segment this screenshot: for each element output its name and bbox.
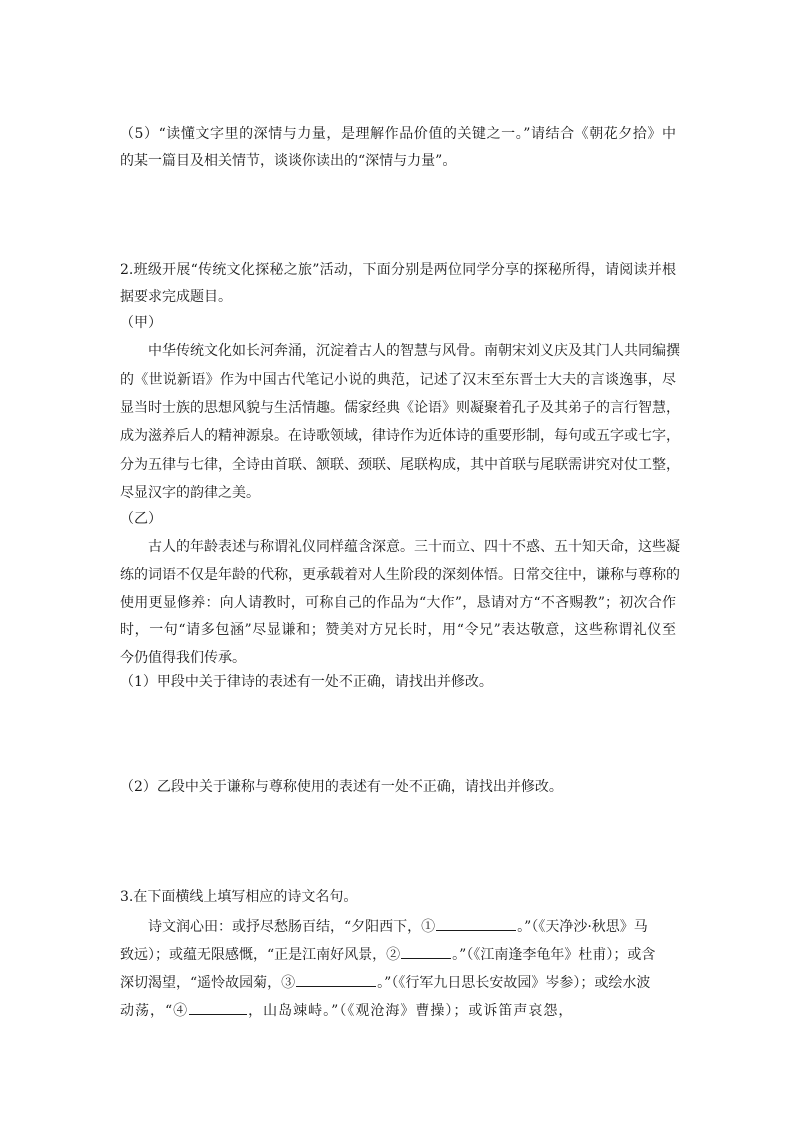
answer-blank-2[interactable] bbox=[401, 943, 451, 959]
q3-line-3-prefix: 深切渴望，“遥怜故园菊，③ bbox=[120, 975, 296, 991]
q3-line-4 bbox=[120, 999, 676, 1021]
q3-stem: 3.在下面横线上填写相应的诗文名句。 bbox=[120, 889, 358, 905]
q2-jia-line: 显当时士族的思想风貌与生活情趣。儒家经典《论语》则凝聚着孔子及其弟子的言行智慧， bbox=[120, 400, 680, 416]
q3-line-2 bbox=[120, 943, 676, 965]
q3-line-1 bbox=[148, 915, 676, 937]
q2-yi-line: 今仍值得我们传承。 bbox=[120, 650, 246, 666]
answer-blank-3[interactable] bbox=[296, 971, 376, 987]
q2-yi-line: 练的词语不仅是年龄的代称，更承载着对人生阶段的深刻体悟。日常交往中，谦称与尊称的 bbox=[120, 567, 680, 583]
q3-line-1-prefix: 诗文润心田：或抒尽愁肠百结，“夕阳西下，① bbox=[148, 919, 436, 935]
q2-jia-line: 成为滋养后人的精神源泉。在诗歌领域，律诗作为近体诗的重要形制，每句或五字或七字， bbox=[120, 428, 680, 444]
q2-yi-line: 使用更显修养：向人请教时，可称自己的作品为“大作”，恳请对方“不吝赐教”；初次合作 bbox=[120, 595, 676, 611]
q2-jia-line: 中华传统文化如长河奔涌，沉淀着古人的智慧与风骨。南朝宋刘义庆及其门人共同编撰 bbox=[148, 343, 680, 359]
q3-line-2-suffix: 。”（《江南逢李龟年》杜甫）；或含 bbox=[452, 947, 656, 963]
q2-stem-line-2: 据要求完成题目。 bbox=[120, 289, 232, 305]
q3-line-2-prefix: 致远）；或蕴无限感慨，“正是江南好风景，② bbox=[120, 947, 401, 963]
q1-5-line-2: 的某一篇目及相关情节，谈谈你读出的“深情与力量”。 bbox=[120, 153, 457, 169]
q3-line-3-suffix: 。”（《行军九日思长安故园》岑参）；或绘水波 bbox=[377, 975, 651, 991]
q2-yi-line: 古人的年龄表述与称谓礼仪同样蕴含深意。三十而立、四十不惑、五十知天命，这些凝 bbox=[148, 539, 680, 555]
q2-jia-line: 尽显汉字的韵律之美。 bbox=[120, 485, 260, 501]
q3-line-1-suffix: 。”（《天净沙·秋思》马 bbox=[517, 919, 648, 935]
answer-blank-1[interactable] bbox=[436, 915, 516, 931]
answer-blank-4[interactable] bbox=[189, 999, 247, 1015]
q1-5-line-1: （5）“读懂文字里的深情与力量，是理解作品价值的关键之一。”请结合《朝花夕拾》中 bbox=[120, 126, 676, 142]
q2-jia-line: 的《世说新语》作为中国古代笔记小说的典范，记述了汉末至东晋士大夫的言谈逸事，尽 bbox=[120, 372, 676, 388]
q3-line-3 bbox=[120, 971, 676, 993]
q2-jia-label: （甲） bbox=[120, 315, 162, 331]
q2-jia-line: 分为五律与七律，全诗由首联、颔联、颈联、尾联构成，其中首联与尾联需讲究对仗工整， bbox=[120, 457, 680, 473]
q3-line-4-suffix: ，山岛竦峙。”（《观沧海》曹操）；或诉笛声哀怨， bbox=[248, 1003, 574, 1019]
q3-line-4-prefix: 动荡，“④ bbox=[120, 1003, 189, 1019]
q2-yi-label: （乙） bbox=[120, 511, 162, 527]
q2-yi-line: 时，一句“请多包涵”尽显谦和；赞美对方兄长时，用“令兄”表达敬意，这些称谓礼仪至 bbox=[120, 622, 676, 638]
q2-stem-line-1: 2.班级开展“传统文化探秘之旅”活动，下面分别是两位同学分享的探秘所得，请阅读并根 bbox=[120, 262, 676, 278]
q2-sub-question-1: （1）甲段中关于律诗的表述有一处不正确，请找出并修改。 bbox=[120, 674, 493, 690]
q2-sub-question-2: （2）乙段中关于谦称与尊称使用的表述有一处不正确，请找出并修改。 bbox=[120, 779, 563, 795]
